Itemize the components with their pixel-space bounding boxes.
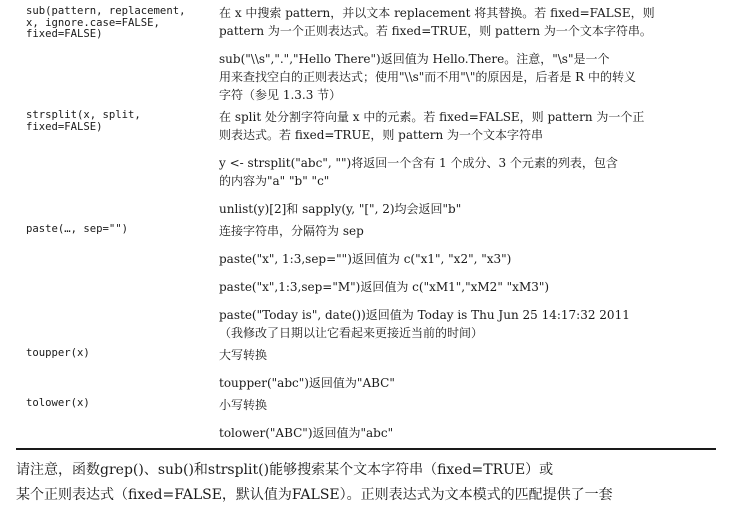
description-line: 用来查找空白的正则表达式；使用"\\s"而不用"\"的原因是，后者是 R 中的转义 bbox=[219, 70, 637, 84]
description-paragraph bbox=[219, 218, 716, 240]
description-paragraph bbox=[219, 46, 716, 104]
description-line: 小写转换 bbox=[219, 398, 268, 412]
function-description bbox=[219, 104, 716, 218]
function-signature: toupper(x) bbox=[26, 347, 90, 359]
body-line: 请注意，函数grep()、sub()和strsplit()能够搜索某个文本字符串（fixed=TRUE）或 bbox=[16, 462, 554, 478]
description-line: 大写转换 bbox=[219, 348, 268, 362]
function-description bbox=[219, 0, 716, 104]
function-signature: sub(pattern, replacement, x, ignore.case=FALSE, fixed=FALSE) bbox=[26, 5, 186, 40]
function-signature: tolower(x) bbox=[26, 397, 90, 409]
description-line: （我修改了日期以让它看起来更接近当前的时间） bbox=[219, 326, 484, 340]
description-paragraph bbox=[219, 274, 716, 296]
body-paragraph bbox=[16, 458, 728, 508]
function-signature: paste(…, sep="") bbox=[26, 223, 129, 235]
description-line: 则表达式。若 fixed=TRUE，则 pattern 为一个文本字符串 bbox=[219, 128, 544, 142]
description-paragraph bbox=[219, 342, 716, 364]
description-paragraph bbox=[219, 392, 716, 414]
description-paragraph bbox=[219, 420, 716, 442]
description-line: 连接字符串，分隔符为 sep bbox=[219, 224, 364, 238]
description-line: paste("x",1:3,sep="M")返回值为 c("xM1","xM2" "xM3") bbox=[219, 280, 550, 294]
table-row bbox=[16, 218, 716, 342]
table-row bbox=[16, 342, 716, 392]
description-paragraph bbox=[219, 104, 716, 144]
description-paragraph bbox=[219, 196, 716, 218]
description-paragraph bbox=[219, 302, 716, 342]
description-paragraph bbox=[219, 370, 716, 392]
description-paragraph bbox=[219, 246, 716, 268]
description-line: 字符（参见 1.3.3 节） bbox=[219, 88, 342, 102]
function-table bbox=[16, 0, 716, 442]
description-line: toupper("abc")返回值为"ABC" bbox=[219, 376, 395, 390]
body-line: 某个正则表达式（fixed=FALSE，默认值为FALSE）。正则表达式为文本模式的匹配提供了一套 bbox=[16, 487, 613, 503]
function-description bbox=[219, 342, 716, 392]
description-line: pattern 为一个正则表达式。若 fixed=TRUE，则 pattern 为一个文本字符串。 bbox=[219, 24, 652, 38]
table-row bbox=[16, 392, 716, 442]
description-line: sub("\\s",".","Hello There")返回值为 Hello.There。注意，"\s"是一个 bbox=[219, 52, 610, 66]
description-line: tolower("ABC")返回值为"abc" bbox=[219, 426, 394, 440]
description-paragraph bbox=[219, 150, 716, 190]
description-line: unlist(y)[2]和 sapply(y, "[", 2)均会返回"b" bbox=[219, 202, 462, 216]
function-signature: strsplit(x, split, fixed=FALSE) bbox=[26, 109, 141, 133]
table-row bbox=[16, 104, 716, 218]
function-description bbox=[219, 392, 716, 442]
function-description bbox=[219, 218, 716, 342]
description-line: 的内容为"a" "b" "c" bbox=[219, 174, 330, 188]
description-paragraph bbox=[219, 0, 716, 40]
table-row bbox=[16, 0, 716, 104]
description-line: y <- strsplit("abc", "")将返回一个含有 1 个成分、3 个元素的列表，包含 bbox=[219, 156, 618, 170]
table-bottom-rule bbox=[16, 448, 716, 450]
description-line: paste("x", 1:3,sep="")返回值为 c("x1", "x2", "x3") bbox=[219, 252, 512, 266]
description-line: 在 split 处分割字符向量 x 中的元素。若 fixed=FALSE，则 pattern 为一个正 bbox=[219, 110, 645, 124]
description-line: 在 x 中搜索 pattern，并以文本 replacement 将其替换。若 fixed=FALSE，则 bbox=[219, 6, 655, 20]
description-line: paste("Today is", date())返回值为 Today is Thu Jun 25 14:17:32 2011 bbox=[219, 308, 630, 322]
